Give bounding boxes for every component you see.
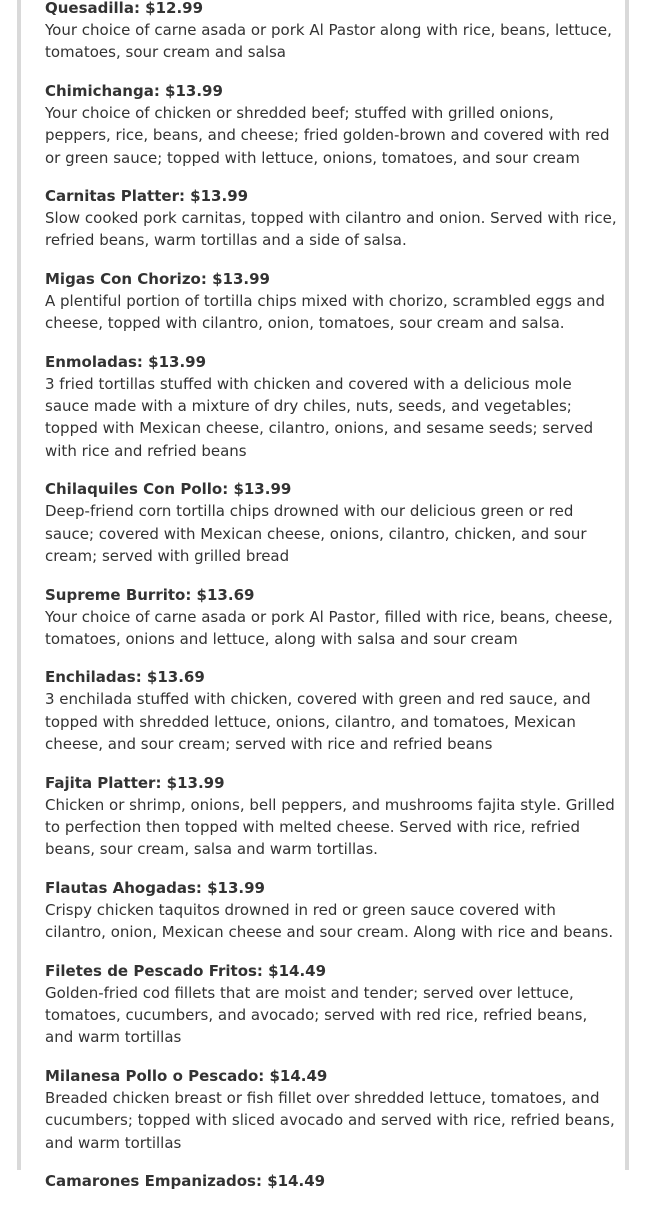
menu-item-description: Your choice of chicken or shredded beef; stuffed with grilled onions, peppers, rice, beans, and cheese; fried golden-brown and covered with red or green sauce; topped with lettuce, onions, tomatoes, and sour cream <box>45 103 610 167</box>
menu-item-title: Supreme Burrito: $13.69 <box>45 585 255 604</box>
menu-item-chimichanga <box>45 80 617 169</box>
menu-item-chilaquiles-con-pollo <box>45 478 617 567</box>
menu-item-quesadilla <box>45 0 617 64</box>
menu-item-flautas-ahogadas <box>45 877 617 944</box>
menu-item-enmoladas <box>45 351 617 463</box>
menu-item-description: Crispy chicken taquitos drowned in red or green sauce covered with cilantro, onion, Mexican cheese and sour cream. Along with rice and beans. <box>45 900 614 942</box>
menu-item-list <box>45 0 617 1208</box>
menu-item-description: Golden-fried cod fillets that are moist and tender; served over lettuce, tomatoes, cucumbers, and avocado; served with red rice, refried beans, and warm tortillas <box>45 983 588 1047</box>
menu-panel <box>17 0 629 1190</box>
menu-item-description: Breaded chicken breast or fish fillet over shredded lettuce, tomatoes, and cucumbers; topped with sliced avocado and served with rice, refried beans, and warm tortillas <box>45 1088 615 1152</box>
menu-item-migas-con-chorizo <box>45 268 617 335</box>
menu-item-description: Your choice of carne asada or pork Al Pastor along with rice, beans, lettuce, tomatoes, sour cream and salsa <box>45 21 612 62</box>
menu-item-carnitas-platter <box>45 185 617 252</box>
menu-item-filetes-de-pescado-fritos <box>45 960 617 1049</box>
menu-item-description: 3 fried tortillas stuffed with chicken and covered with a delicious mole sauce made with a mixture of dry chiles, nuts, seeds, and vegetables; topped with Mexican cheese, cilantro, onions, and sesame seeds; served with rice and refried beans <box>45 374 594 460</box>
menu-item-description: Chicken or shrimp, onions, bell peppers, and mushrooms fajita style. Grilled to perfection then topped with melted cheese. Served with rice, refried beans, sour cream, salsa and warm tortillas. <box>45 795 615 859</box>
menu-item-camarones-empanizados <box>45 1170 617 1192</box>
menu-item-description: Slow cooked pork carnitas, topped with cilantro and onion. Served with rice, refried beans, warm tortillas and a side of salsa. <box>45 209 617 250</box>
menu-item-description: 3 enchilada stuffed with chicken, covered with green and red sauce, and topped with shredded lettuce, onions, cilantro, and tomatoes, Mexican cheese, and sour cream; served with rice and refried beans <box>45 690 591 754</box>
menu-item-description: Deep-friend corn tortilla chips drowned with our delicious green or red sauce; covered with Mexican cheese, onions, cilantro, chicken, and sour cream; served with grilled bread <box>45 502 587 566</box>
menu-item-title: Migas Con Chorizo: $13.99 <box>45 269 270 288</box>
menu-item-title: Fajita Platter: $13.99 <box>45 773 225 792</box>
menu-item-description: A plentiful portion of tortilla chips mixed with chorizo, scrambled eggs and cheese, topped with cilantro, onion, tomatoes, sour cream and salsa. <box>45 291 605 333</box>
menu-item-supreme-burrito <box>45 584 617 651</box>
menu-item-title: Chimichanga: $13.99 <box>45 81 223 100</box>
menu-item-title: Enchiladas: $13.69 <box>45 668 205 687</box>
menu-item-fajita-platter <box>45 772 617 861</box>
menu-item-title: Flautas Ahogadas: $13.99 <box>45 878 265 897</box>
menu-item-title: Camarones Empanizados: $14.49 <box>45 1172 326 1190</box>
menu-item-description: Your choice of carne asada or pork Al Pastor, filled with rice, beans, cheese, tomatoes, onions and lettuce, along with salsa and sour cream <box>45 607 613 648</box>
menu-item-title: Enmoladas: $13.99 <box>45 352 207 371</box>
menu-item-title: Milanesa Pollo o Pescado: $14.49 <box>45 1066 328 1085</box>
menu-item-milanesa-pollo-o-pescado <box>45 1065 617 1154</box>
menu-item-title: Chilaquiles Con Pollo: $13.99 <box>45 480 292 499</box>
menu-item-enchiladas <box>45 666 617 755</box>
menu-item-title: Quesadilla: $12.99 <box>45 0 204 17</box>
menu-item-title: Carnitas Platter: $13.99 <box>45 187 249 206</box>
menu-item-title: Filetes de Pescado Fritos: $14.49 <box>45 961 327 980</box>
